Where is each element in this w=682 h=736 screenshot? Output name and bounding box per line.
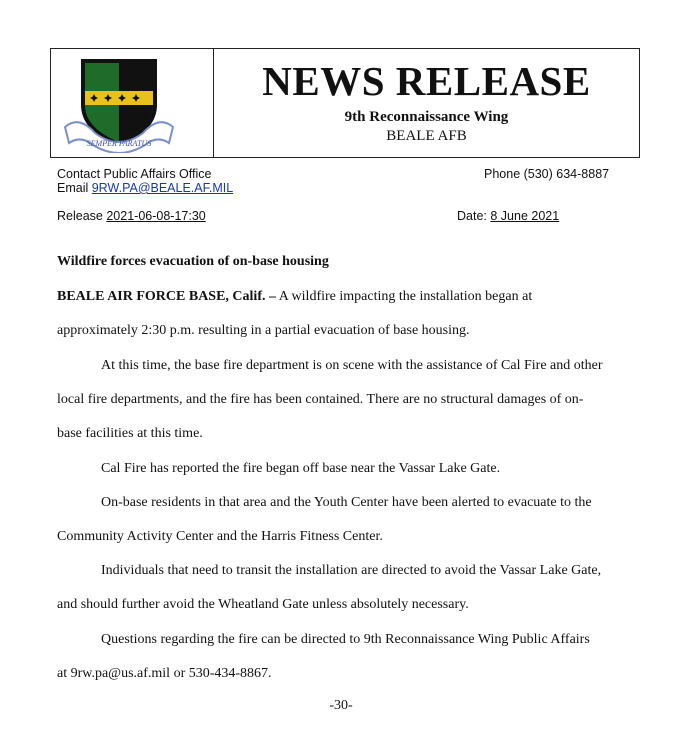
paragraph-4-line-2: Community Activity Center and the Harris Fitness Center.: [57, 529, 383, 544]
email-label: Email: [57, 181, 92, 195]
contact-block: [57, 167, 233, 195]
base-name: BEALE AFB: [386, 128, 467, 144]
paragraph-1-line-2: approximately 2:30 p.m. resulting in a partial evacuation of base housing.: [57, 323, 470, 338]
paragraph-2-line-3: base facilities at this time.: [57, 426, 203, 441]
release-date: 8 June 2021: [490, 209, 560, 223]
emblem-motto: SEMPER PARATUS: [86, 139, 152, 148]
paragraph-6-line-2: at 9rw.pa@us.af.mil or 530-434-8867.: [57, 666, 272, 681]
contact-office: Contact Public Affairs Office: [57, 167, 212, 181]
page-title: NEWS RELEASE: [262, 58, 591, 104]
paragraph-2-line-1: At this time, the base fire department is on scene with the assistance of Cal Fire and other: [101, 358, 603, 373]
paragraph-4-line-1: On-base residents in that area and the Youth Center have been alerted to evacuate to the: [101, 495, 592, 510]
release-label: Release: [57, 209, 107, 223]
contact-email-line: [57, 181, 233, 195]
wing-emblem-icon: [59, 53, 209, 153]
org-name: 9th Reconnaissance Wing: [344, 109, 509, 125]
header-box: [50, 48, 640, 158]
paragraph-5-line-1: Individuals that need to transit the installation are directed to avoid the Vassar Lake Gate,: [101, 563, 602, 578]
release-id: 2021-06-08-17:30: [106, 209, 206, 223]
dateline: BEALE AIR FORCE BASE, Calif. –: [57, 289, 276, 304]
paragraph-2-line-2: local fire departments, and the fire has been contained. There are no structural damages of on-: [57, 392, 584, 407]
date-line: [457, 209, 559, 223]
paragraph-3: Cal Fire has reported the fire began off base near the Vassar Lake Gate.: [101, 461, 501, 476]
paragraph-1-line-1: [57, 288, 637, 305]
email-link[interactable]: 9RW.PA@BEALE.AF.MIL: [91, 181, 234, 195]
date-label: Date:: [457, 209, 491, 223]
paragraph-5-line-2: and should further avoid the Wheatland Gate unless absolutely necessary.: [57, 597, 469, 612]
headline: Wildfire forces evacuation of on-base housing: [57, 254, 329, 269]
phone-number: Phone (530) 634-8887: [484, 167, 610, 181]
end-marker: -30-: [329, 698, 353, 713]
paragraph-6-line-1: Questions regarding the fire can be directed to 9th Reconnaissance Wing Public Affairs: [101, 632, 590, 647]
p1-text-1: A wildfire impacting the installation began at: [275, 289, 533, 304]
title-area: [214, 49, 639, 157]
release-line: [57, 209, 206, 223]
